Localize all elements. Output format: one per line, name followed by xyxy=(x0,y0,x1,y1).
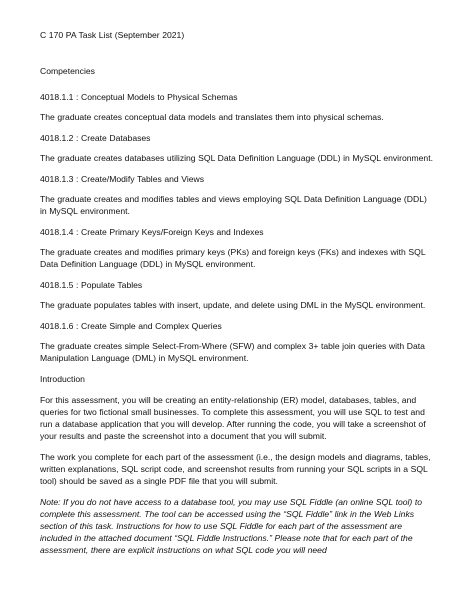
competency-heading: 4018.1.5 : Populate Tables xyxy=(40,280,143,290)
competency-heading: 4018.1.3 : Create/Modify Tables and Views xyxy=(40,174,205,184)
competency-description: The graduate creates and modifies primary keys (PKs) and foreign keys (FKs) and indexes with SQL Data Definition Language (DDL) in MySQL environment. xyxy=(40,247,426,269)
competency-heading: 4018.1.1 : Conceptual Models to Physical Schemas xyxy=(40,92,238,102)
intro-paragraph: For this assessment, you will be creating an entity-relationship (ER) model, databases, tables, and queries for two fictional small businesses. To complete this assessment, you will use SQL to test and run a database application that you will develop. After running the code, you will take a screenshot of your results and paste the screenshot into a document that you will submit. xyxy=(40,395,426,441)
competencies-heading: Competencies xyxy=(40,66,95,76)
competency-heading: 4018.1.6 : Create Simple and Complex Queries xyxy=(40,321,222,331)
competency-heading: 4018.1.4 : Create Primary Keys/Foreign Keys and Indexes xyxy=(40,227,264,237)
competency-description: The graduate creates and modifies tables and views employing SQL Data Definition Language (DDL) in MySQL environment. xyxy=(40,194,427,216)
competency-heading: 4018.1.2 : Create Databases xyxy=(40,133,151,143)
note-paragraph: Note: If you do not have access to a database tool, you may use SQL Fiddle (an online SQL tool) to complete this assessment. The tool can be accessed using the “SQL Fiddle” link in the Web Links section of this task. Instructions for how to use SQL Fiddle for each part of the assessment are included in the attached document “SQL Fiddle Instructions.” Please note that for each part of the assessment, there are explicit instructions on what SQL code you will need xyxy=(40,497,423,555)
competency-description: The graduate creates conceptual data models and translates them into physical schemas. xyxy=(40,112,384,122)
intro-paragraph: The work you complete for each part of the assessment (i.e., the design models and diagrams, tables, written explanations, SQL script code, and screenshot results from running your SQL scripts in a SQL tool) should be saved as a single PDF file that you will submit. xyxy=(40,452,431,486)
competency-description: The graduate creates simple Select-From-Where (SFW) and complex 3+ table join queries with Data Manipulation Language (DML) in MySQL environment. xyxy=(40,341,425,363)
introduction-heading: Introduction xyxy=(40,374,85,384)
document-title: C 170 PA Task List (September 2021) xyxy=(40,30,185,40)
competency-description: The graduate populates tables with insert, update, and delete using DML in the MySQL environment. xyxy=(40,300,426,310)
competency-description: The graduate creates databases utilizing SQL Data Definition Language (DDL) in MySQL environment. xyxy=(40,153,433,163)
